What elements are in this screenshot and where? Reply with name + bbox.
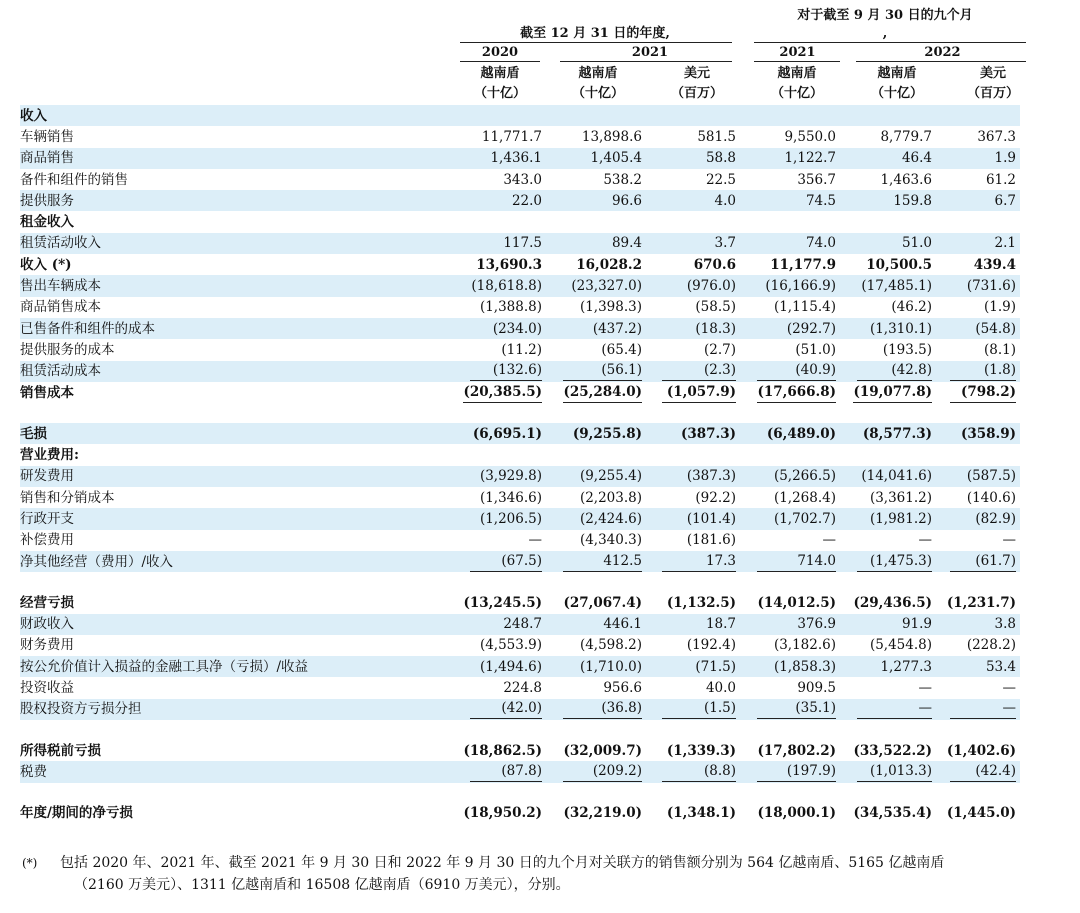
cell-value: (34,535.4) [853, 805, 932, 822]
cell-value: (140.6) [966, 489, 1016, 506]
table-row [20, 148, 1020, 169]
cell-value: — [840, 699, 936, 720]
cell-value: (8.1) [983, 341, 1016, 358]
cell-value: 117.5 [454, 233, 546, 254]
cell-value: (2,203.8) [579, 489, 642, 506]
interim-header-rule [754, 42, 1026, 43]
row-label-total: 毛损 [20, 423, 454, 444]
row-label: 财政收入 [20, 614, 454, 635]
cell-value: 16,028.2 [576, 256, 642, 273]
year-rule [856, 61, 1026, 62]
table-row [20, 803, 1020, 824]
column-unit: （百万） [966, 86, 1019, 101]
year-rule [560, 61, 732, 62]
income-statement-table [20, 105, 1020, 824]
row-label-total: 所得税前亏损 [20, 742, 101, 759]
cell-value: 159.8 [840, 190, 936, 211]
cell-value: (387.3) [646, 466, 740, 487]
table-row [20, 466, 1020, 487]
table-row [20, 126, 1020, 147]
row-label: 财务费用 [20, 637, 74, 654]
cell-value: (798.2) [936, 382, 1020, 403]
year-2021-interim: 2021 [779, 45, 816, 60]
table-row [20, 677, 1020, 698]
cell-value: 11,177.9 [770, 256, 836, 273]
cell-value: (35.1) [740, 699, 840, 720]
cell-value: (1,402.6) [946, 742, 1016, 759]
row-label: 税费 [20, 761, 454, 782]
cell-value: 74.5 [740, 190, 840, 211]
cell-value: (387.3) [646, 423, 740, 444]
cell-value: (1,388.8) [479, 299, 542, 316]
cell-value: (587.5) [936, 466, 1020, 487]
year-2022-interim: 2022 [924, 45, 961, 60]
cell-value: 46.4 [840, 148, 936, 169]
cell-value: (1.5) [646, 699, 740, 720]
cell-value: (36.8) [546, 699, 646, 720]
cell-value: (2.3) [646, 361, 740, 382]
cell-value: (8,577.3) [840, 423, 936, 444]
cell-value: 91.9 [840, 614, 936, 635]
cell-value: (67.5) [454, 551, 546, 572]
cell-value: 4.0 [646, 190, 740, 211]
cell-value: 18.7 [646, 614, 740, 635]
cell-value: (11.2) [501, 341, 542, 358]
column-currency: 越南盾 [777, 66, 817, 81]
cell-value: (193.5) [882, 341, 932, 358]
cell-value: 439.4 [973, 256, 1016, 273]
cell-value: — [1002, 680, 1016, 697]
cell-value: 446.1 [546, 614, 646, 635]
cell-value: (87.8) [454, 761, 546, 782]
cell-value: (1,132.5) [666, 594, 736, 611]
table-row [20, 530, 1020, 551]
cell-value: (1,057.9) [646, 382, 740, 403]
cell-value: (5,454.8) [869, 637, 932, 654]
cell-value: (16,166.9) [740, 275, 840, 296]
row-label-total: 年度/期间的净亏损 [20, 805, 133, 822]
row-label: 提供服务 [20, 190, 454, 211]
cell-value: (228.2) [966, 637, 1016, 654]
cell-value: (19,077.8) [840, 382, 936, 403]
cell-value: (5,266.5) [740, 466, 840, 487]
cell-value: (181.6) [686, 532, 736, 549]
cell-value: (192.4) [686, 637, 736, 654]
row-label: 补偿费用 [20, 532, 74, 549]
cell-value: (17,485.1) [840, 275, 936, 296]
column-unit: （十亿） [770, 86, 823, 101]
cell-value: 356.7 [797, 171, 836, 188]
column-unit: （百万） [670, 86, 723, 101]
cell-value: 22.5 [705, 171, 736, 188]
cell-value: (1,348.1) [666, 805, 736, 822]
section-heading: 租金收入 [20, 214, 74, 231]
table-row [20, 487, 1020, 508]
table-row [20, 275, 1020, 296]
cell-value: (18,862.5) [463, 742, 542, 759]
cell-value: (1,115.4) [773, 299, 836, 316]
cell-value: (71.5) [646, 656, 740, 677]
cell-value: (9,255.4) [546, 466, 646, 487]
table-row [20, 339, 1020, 360]
row-label: 提供服务的成本 [20, 341, 115, 358]
row-label: 备件和组件的销售 [20, 171, 128, 188]
cell-value: (29,436.5) [853, 594, 932, 611]
cell-value: (18,950.2) [463, 805, 542, 822]
cell-value: 9,550.0 [784, 128, 836, 145]
cell-value: (92.2) [695, 489, 736, 506]
cell-value: (4,340.3) [579, 532, 642, 549]
row-label: 销售和分销成本 [20, 489, 115, 506]
cell-value: (58.5) [695, 299, 736, 316]
cell-value: (54.8) [936, 318, 1020, 339]
row-label-total: 销售成本 [20, 384, 74, 401]
cell-value: 6.7 [936, 190, 1020, 211]
cell-value: (2.7) [703, 341, 736, 358]
cell-value: (42.4) [936, 761, 1020, 782]
cell-value: (4,598.2) [579, 637, 642, 654]
cell-value: (46.2) [891, 299, 932, 316]
interim-period-comma: , [882, 26, 888, 41]
cell-value: 10,500.5 [866, 256, 932, 273]
row-label: 售出车辆成本 [20, 275, 454, 296]
cell-value: (6,489.0) [740, 423, 840, 444]
cell-value: (1,398.3) [579, 299, 642, 316]
cell-value: (14,041.6) [840, 466, 936, 487]
row-label: 商品销售成本 [20, 299, 101, 316]
footnote-line-1: 包括 2020 年、2021 年、截至 2021 年 9 月 30 日和 2022 年 9 月 30 日的九个月对关联方的销售额分别为 564 亿越南盾、5165 亿越南盾 [60, 855, 945, 871]
cell-value: (20,385.5) [454, 382, 546, 403]
cell-value: — [822, 532, 836, 549]
cell-value: 3.8 [936, 614, 1020, 635]
table-row [20, 169, 1020, 190]
cell-value: — [528, 532, 542, 549]
cell-value: 909.5 [797, 680, 836, 697]
cell-value: 11,771.7 [481, 128, 542, 145]
cell-value: 248.7 [454, 614, 546, 635]
table-row [20, 614, 1020, 635]
cell-value: — [1002, 532, 1016, 549]
cell-value: (4,553.9) [479, 637, 542, 654]
year-2021-annual: 2021 [631, 45, 669, 60]
cell-value: 367.3 [977, 128, 1016, 145]
cell-value: (358.9) [936, 423, 1020, 444]
cell-value: (1,702.7) [740, 508, 840, 529]
cell-value: (976.0) [646, 275, 740, 296]
table-row [20, 190, 1020, 211]
cell-value: (3,929.8) [454, 466, 546, 487]
cell-value: 51.0 [840, 233, 936, 254]
cell-value: (234.0) [454, 318, 546, 339]
column-unit: （十亿） [571, 86, 624, 101]
cell-value: (82.9) [936, 508, 1020, 529]
row-label-total: 经营亏损 [20, 594, 74, 611]
cell-value: (1.9) [983, 299, 1016, 316]
row-label: 股权投资方亏损分担 [20, 699, 454, 720]
cell-value: (3,182.6) [773, 637, 836, 654]
cell-value: 13,690.3 [476, 256, 542, 273]
cell-value: (731.6) [936, 275, 1020, 296]
cell-value: (1,346.6) [479, 489, 542, 506]
column-currency: 美元 [979, 66, 1006, 81]
cell-value: (1,494.6) [454, 656, 546, 677]
cell-value: 1,277.3 [840, 656, 936, 677]
spacer-row [20, 720, 1020, 740]
cell-value: (51.0) [795, 341, 836, 358]
cell-value: (40.9) [740, 361, 840, 382]
spacer-row [20, 783, 1020, 803]
table-row [20, 635, 1020, 656]
table-row [20, 423, 1020, 444]
cell-value: (1,339.3) [666, 742, 736, 759]
spacer-row [20, 403, 1020, 423]
cell-value: 61.2 [985, 171, 1016, 188]
cell-value: (17,802.2) [757, 742, 836, 759]
spacer-row [20, 572, 1020, 592]
cell-value: 13,898.6 [581, 128, 642, 145]
cell-value: (292.7) [740, 318, 840, 339]
row-label: 车辆销售 [20, 128, 74, 145]
year-rule [460, 61, 540, 62]
table-row [20, 254, 1020, 275]
cell-value: 1,122.7 [740, 148, 840, 169]
table-row [20, 508, 1020, 529]
row-label: 已售备件和组件的成本 [20, 318, 454, 339]
cell-value: 1,463.6 [880, 171, 932, 188]
cell-value: (6,695.1) [454, 423, 546, 444]
row-label: 租赁活动成本 [20, 361, 454, 382]
cell-value: (61.7) [936, 551, 1020, 572]
cell-value: (2,424.6) [546, 508, 646, 529]
cell-value: 74.0 [740, 233, 840, 254]
row-label: 按公允价值计入损益的金融工具净（亏损）/收益 [20, 656, 454, 677]
cell-value: 956.6 [603, 680, 642, 697]
cell-value: — [918, 680, 932, 697]
cell-value: 714.0 [740, 551, 840, 572]
cell-value: (209.2) [546, 761, 646, 782]
cell-value: (437.2) [546, 318, 646, 339]
cell-value: (13,245.5) [463, 594, 542, 611]
year-2020: 2020 [481, 45, 519, 60]
cell-value: (3,361.2) [869, 489, 932, 506]
table-row [20, 233, 1020, 254]
cell-value: 22.0 [454, 190, 546, 211]
cell-value: (1,475.3) [840, 551, 936, 572]
cell-value: 40.0 [705, 680, 736, 697]
cell-value: 538.2 [603, 171, 642, 188]
cell-value: — [936, 699, 1020, 720]
cell-value: (65.4) [601, 341, 642, 358]
cell-value: 3.7 [646, 233, 740, 254]
table-row [20, 592, 1020, 613]
cell-value: 8,779.7 [880, 128, 932, 145]
cell-value: (1,013.3) [840, 761, 936, 782]
cell-value: (1,268.4) [773, 489, 836, 506]
column-currency: 越南盾 [877, 66, 917, 81]
cell-value: (18,000.1) [757, 805, 836, 822]
column-unit: （十亿） [870, 86, 923, 101]
footnote [22, 852, 1062, 896]
column-currency: 越南盾 [578, 66, 618, 81]
cell-value: (25,284.0) [546, 382, 646, 403]
row-label: 研发费用 [20, 466, 454, 487]
table-row [20, 551, 1020, 572]
table-row [20, 656, 1020, 677]
cell-value: (14,012.5) [757, 594, 836, 611]
cell-value: (33,522.2) [853, 742, 932, 759]
table-row [20, 761, 1020, 782]
cell-value: 17.3 [646, 551, 740, 572]
table-row [20, 297, 1020, 318]
cell-value: (1,981.2) [840, 508, 936, 529]
cell-value: (132.6) [454, 361, 546, 382]
cell-value: 343.0 [503, 171, 542, 188]
cell-value: (197.9) [740, 761, 840, 782]
row-label: 商品销售 [20, 148, 454, 169]
interim-period-title: 对于截至 9 月 30 日的九个月 [797, 8, 973, 23]
cell-value: 1.9 [936, 148, 1020, 169]
cell-value: 96.6 [546, 190, 646, 211]
footnote-line-2: （2160 万美元）、1311 亿越南盾和 16508 亿越南盾（6910 万美元），分别。 [74, 877, 570, 893]
cell-value: (32,009.7) [563, 742, 642, 759]
cell-value: (42.8) [840, 361, 936, 382]
cell-value: (1,445.0) [946, 805, 1016, 822]
cell-value: (1,206.5) [454, 508, 546, 529]
row-label-total: 收入 (*) [20, 256, 72, 273]
cell-value: (1.8) [936, 361, 1020, 382]
cell-value: 376.9 [740, 614, 840, 635]
cell-value: (1,310.1) [840, 318, 936, 339]
table-row [20, 699, 1020, 720]
row-label: 净其他经营（费用）/收入 [20, 551, 454, 572]
annual-period-title: 截至 12 月 31 日的年度, [520, 26, 670, 41]
cell-value: 224.8 [503, 680, 542, 697]
cell-value: 1,405.4 [546, 148, 646, 169]
section-heading: 营业费用: [20, 447, 79, 464]
cell-value: (101.4) [646, 508, 740, 529]
table-row [20, 444, 1020, 465]
footnote-mark: (*) [22, 856, 38, 870]
cell-value: (1,231.7) [946, 594, 1016, 611]
row-label: 投资收益 [20, 680, 74, 697]
cell-value: 58.8 [646, 148, 740, 169]
cell-value: — [918, 532, 932, 549]
cell-value: (18.3) [646, 318, 740, 339]
annual-header-rule [460, 42, 732, 43]
cell-value: (42.0) [454, 699, 546, 720]
cell-value: 2.1 [936, 233, 1020, 254]
cell-value: (23,327.0) [546, 275, 646, 296]
cell-value: (9,255.8) [546, 423, 646, 444]
cell-value: 581.5 [697, 128, 736, 145]
table-row [20, 105, 1020, 126]
cell-value: 412.5 [546, 551, 646, 572]
table-row [20, 740, 1020, 761]
column-unit: （十亿） [473, 86, 526, 101]
table-row [20, 318, 1020, 339]
cell-value: (8.8) [646, 761, 740, 782]
column-currency: 美元 [683, 66, 710, 81]
cell-value: 1,436.1 [454, 148, 546, 169]
cell-value: (27,067.4) [563, 594, 642, 611]
cell-value: 53.4 [936, 656, 1020, 677]
cell-value: (1,710.0) [546, 656, 646, 677]
row-label: 行政开支 [20, 508, 454, 529]
cell-value: 89.4 [546, 233, 646, 254]
cell-value: (18,618.8) [454, 275, 546, 296]
column-currency: 越南盾 [480, 66, 520, 81]
cell-value: (1,858.3) [740, 656, 840, 677]
cell-value: 670.6 [693, 256, 736, 273]
table-row [20, 361, 1020, 382]
cell-value: (17,666.8) [740, 382, 840, 403]
table-row [20, 382, 1020, 403]
section-heading: 收入 [20, 105, 454, 126]
cell-value: (56.1) [546, 361, 646, 382]
cell-value: (32,219.0) [563, 805, 642, 822]
table-row [20, 211, 1020, 232]
row-label: 租赁活动收入 [20, 233, 454, 254]
year-rule [754, 61, 840, 62]
